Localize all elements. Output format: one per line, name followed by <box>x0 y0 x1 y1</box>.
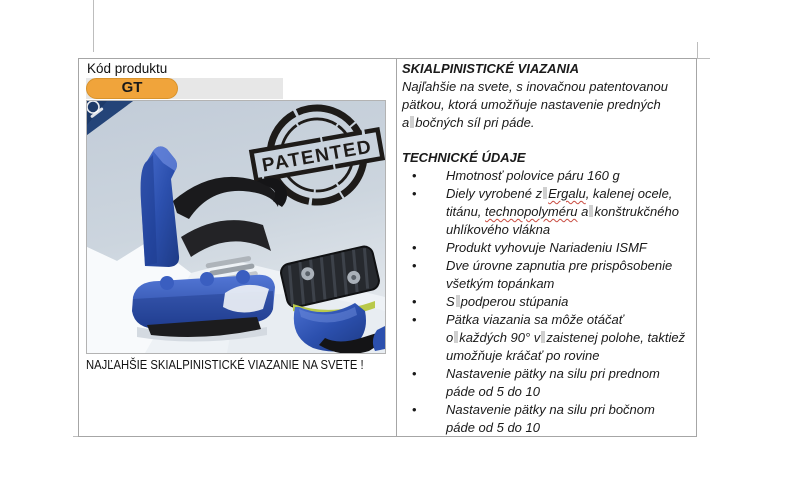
misspelled-word: Ergalu <box>548 186 586 201</box>
product-code-field <box>86 78 283 99</box>
revision-mark <box>541 331 545 343</box>
text-run: uhlíkového vlákna <box>446 222 551 237</box>
text-run: Hmotnosť polovice páru 160 g <box>446 168 620 183</box>
text-run: všetkým topánkam <box>446 276 555 291</box>
text-run: Pätka viazania sa môže otáčať <box>446 312 624 327</box>
text-run: konštrukčného <box>594 204 679 219</box>
revision-mark <box>410 116 414 128</box>
text-run: bočných síl pri páde. <box>415 115 535 130</box>
patented-stamp-text: PATENTED <box>260 136 375 177</box>
spec-item <box>402 311 690 365</box>
spec-item <box>402 167 690 185</box>
misspelled-word: technopolyméru <box>485 204 578 219</box>
text-run: Dve úrovne zapnutia pre prispôsobenie <box>446 258 673 273</box>
text-run: umožňuje kráčať po rovine <box>446 348 600 363</box>
text-run: Najľahšie na svete, s inovačnou patentovanou <box>402 79 669 94</box>
text-run: každých 90° v <box>459 330 541 345</box>
intro-text <box>402 78 690 132</box>
gridline-top-left-vertical <box>93 0 94 52</box>
text-run: Produkt vyhovuje Nariadeniu ISMF <box>446 240 647 255</box>
spec-item <box>402 257 690 293</box>
text-run: Nastavenie pätky na silu pri bočnom <box>446 402 655 417</box>
spec-item <box>402 185 690 239</box>
binding-illustration <box>87 101 385 353</box>
section-title: SKIALPINISTICKÉ VIAZANIA <box>402 61 579 76</box>
spec-item <box>402 293 690 311</box>
spec-item <box>402 365 690 401</box>
spec-item <box>402 401 690 437</box>
spec-item <box>402 239 690 257</box>
product-caption: NAJĽAHŠIE SKIALPINISTICKÉ VIAZANIE NA SVETE ! <box>86 358 364 372</box>
text-run: podperou stúpania <box>460 294 569 309</box>
revision-mark <box>456 295 460 307</box>
revision-mark <box>454 331 458 343</box>
text-run: páde od 5 do 10 <box>446 384 540 399</box>
gridline-top-right-horizontal <box>697 58 710 59</box>
revision-mark <box>543 187 547 199</box>
text-run: Nastavenie pätky na silu pri prednom <box>446 366 660 381</box>
text-run: titánu, <box>446 204 486 219</box>
product-photo <box>86 100 386 354</box>
revision-mark <box>589 205 593 217</box>
text-run: páde od 5 do 10 <box>446 420 540 435</box>
specs-list <box>402 167 690 437</box>
product-cell <box>79 59 396 436</box>
text-run: , kalenej ocele, <box>585 186 673 201</box>
specs-title: TECHNICKÉ ÚDAJE <box>402 150 526 165</box>
text-run: a <box>577 204 589 219</box>
text-run: pätkou, ktorá umožňuje nastavenie predných <box>402 97 661 112</box>
text-run: zaistenej polohe, taktiež <box>546 330 686 345</box>
product-table <box>78 58 697 437</box>
text-run: a <box>402 115 410 130</box>
product-code-label: Kód produktu <box>87 61 168 76</box>
text-run: S <box>446 294 455 309</box>
text-run: Diely vyrobené z <box>446 186 543 201</box>
text-run: o <box>446 330 454 345</box>
details-cell <box>396 59 696 436</box>
gridline-top-right-vertical <box>697 42 698 58</box>
product-code-badge: GT <box>86 78 178 99</box>
